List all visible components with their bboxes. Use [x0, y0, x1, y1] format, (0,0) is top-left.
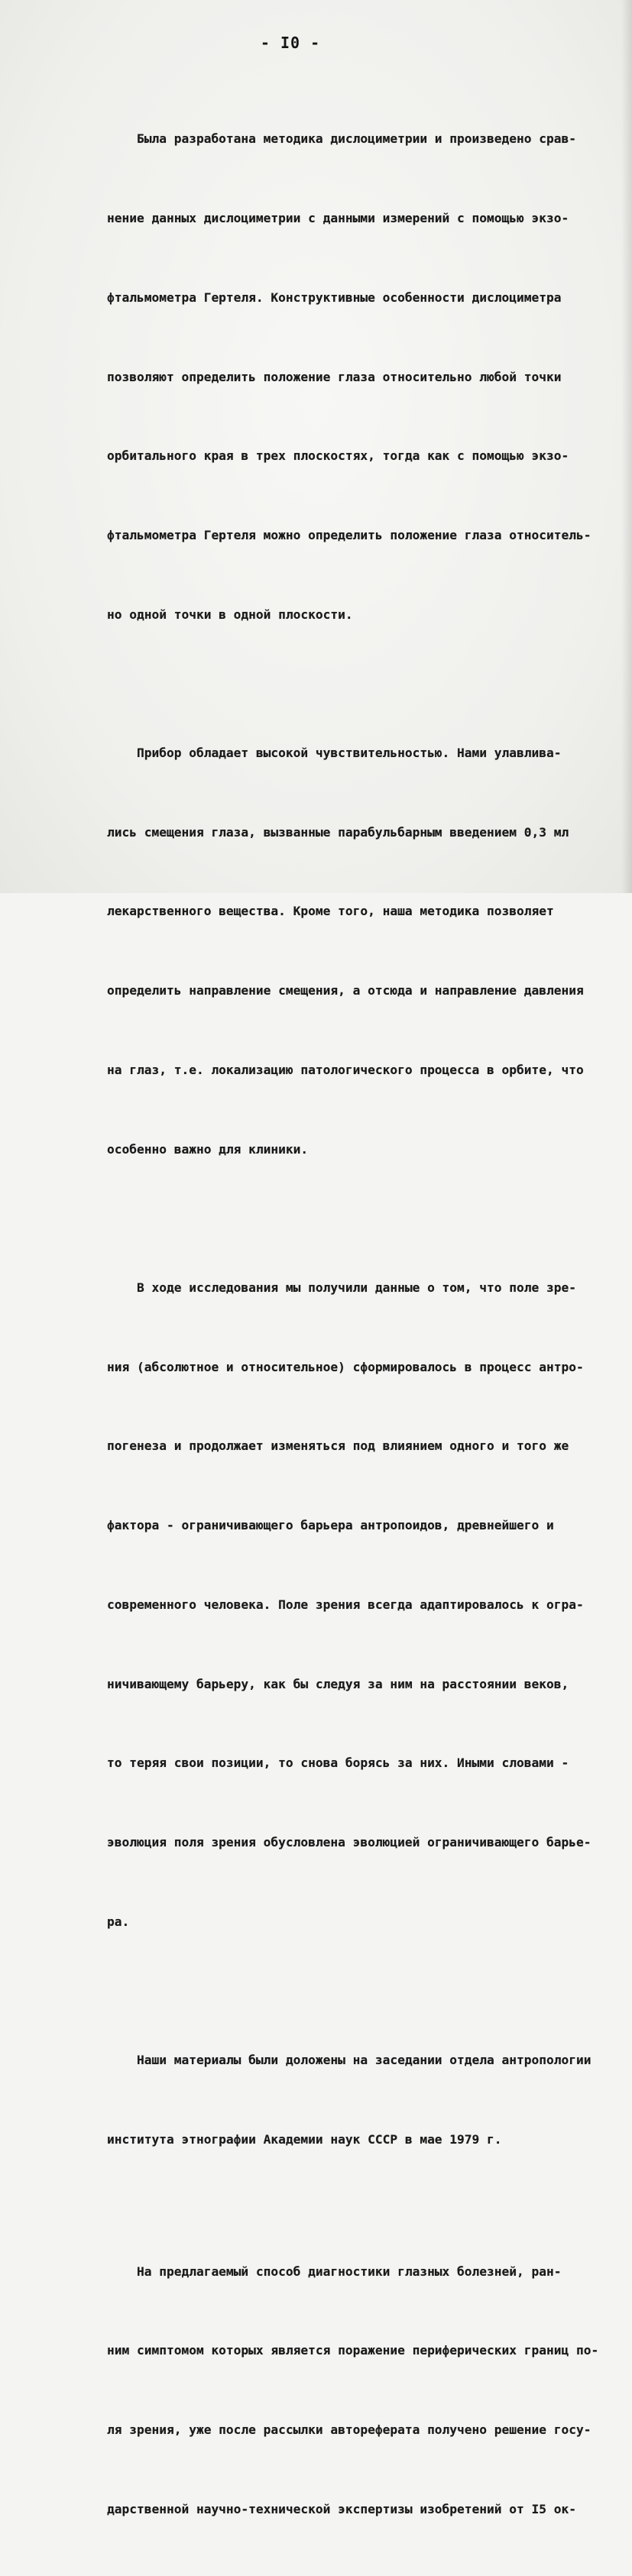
text-line: института этнографии Академии наук СССР в мае 1979 г. [107, 2131, 502, 2147]
text-line: лись смещения глаза, вызванные парабульбарным введением 0,3 мл [107, 824, 569, 840]
text-line: фтальмометра Гертеля. Конструктивные особенности дислоциметра [107, 290, 562, 305]
text-line: фтальмометра Гертеля можно определить положение глаза относитель- [107, 528, 591, 543]
text-line: Прибор обладает высокой чувствительностью. Нами улавлива- [107, 745, 562, 760]
paragraph-gap [107, 1216, 627, 1222]
text-line: ним симптомом которых является поражение периферических границ по- [107, 2343, 599, 2358]
text-line: фактора - ограничивающего барьера антропоидов, древнейшего и [107, 1518, 554, 1533]
text-line: ра. [107, 1914, 130, 1929]
text-line: орбитального края в трех плоскостях, тогда как с помощью экзо- [107, 448, 569, 464]
text-line: Была разработана методика дислоциметрии и произведено срав- [107, 131, 576, 147]
text-line: Наши материалы были доложены на заседании отдела антропологии [107, 2052, 591, 2067]
text-line: на глаз, т.е. локализацию патологического процесса в орбите, что [107, 1062, 584, 1077]
text-line: определить направление смещения, а отсюда и направление давления [107, 983, 584, 998]
text-line: позволяют определить положение глаза относительно любой точки [107, 369, 562, 384]
text-line: ния (абсолютное и относительное) сформировалось в процесс антро- [107, 1359, 584, 1374]
text-line: ничивающему барьеру, как бы следуя за ним на расстоянии веков, [107, 1676, 569, 1691]
paragraph-sensitivity [107, 688, 627, 1216]
text-line: особенно важно для клиники. [107, 1141, 309, 1157]
paragraph-dislocimetry [107, 73, 627, 681]
text-line: лекарственного вещества. Кроме того, наша методика позволяет [107, 904, 554, 919]
text-line: В ходе исследования мы получили данные о том, что поле зре- [107, 1280, 576, 1295]
text-line: дарственной научно-технической экспертизы изобретений от I5 ок- [107, 2502, 576, 2517]
paragraph-patent [107, 2206, 627, 2576]
paragraph-report [107, 1995, 627, 2206]
text-line: нение данных дислоциметрии с данными измерений с помощью экзо- [107, 210, 569, 225]
text-line: то теряя свои позиции, то снова борясь за них. Иными словами - [107, 1756, 569, 1771]
text-line: современного человека. Поле зрения всегда адаптировалось к огра- [107, 1597, 584, 1612]
text-line: но одной точки в одной плоскости. [107, 607, 353, 622]
page-number: - I0 - [260, 34, 321, 52]
text-line: ля зрения, уже после рассылки автореферата получено решение госу- [107, 2422, 591, 2438]
paragraph-visual-field [107, 1222, 627, 1989]
text-line: На предлагаемый способ диагностики глазных болезней, ран- [107, 2264, 562, 2279]
paragraph-gap [107, 681, 627, 688]
text-line: погенеза и продолжает изменяться под влиянием одного и того же [107, 1438, 569, 1454]
document-body [107, 73, 627, 2576]
text-line: эволюция поля зрения обусловлена эволюцией ограничивающего барье- [107, 1835, 591, 1850]
paragraph-gap [107, 1989, 627, 1995]
